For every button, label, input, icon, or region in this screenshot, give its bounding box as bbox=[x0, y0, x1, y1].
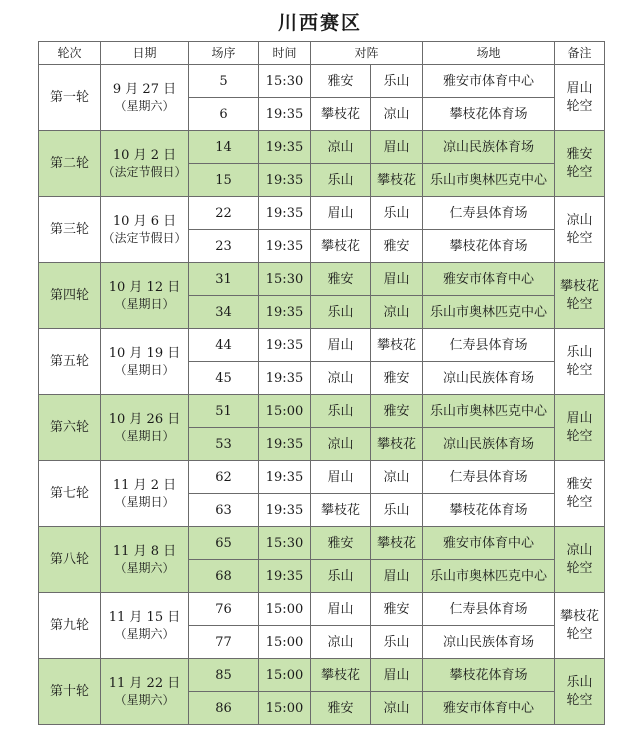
header-time: 时间 bbox=[259, 42, 311, 65]
date-cell bbox=[101, 659, 189, 725]
note-cell bbox=[555, 527, 605, 593]
venue-cell: 乐山市奥林匹克中心 bbox=[423, 296, 555, 329]
venue-cell: 仁寿县体育场 bbox=[423, 197, 555, 230]
venue-cell: 雅安市体育中心 bbox=[423, 692, 555, 725]
bye-label-text: 轮空 bbox=[566, 428, 593, 444]
home-team-cell: 凉山 bbox=[311, 131, 371, 164]
date-text: 9 月 27 日 bbox=[112, 81, 177, 97]
venue-cell: 乐山市奥林匹克中心 bbox=[423, 560, 555, 593]
match-no-cell: 63 bbox=[189, 494, 259, 527]
note-cell bbox=[555, 593, 605, 659]
home-team-cell: 攀枝花 bbox=[311, 98, 371, 131]
away-team-cell: 乐山 bbox=[371, 197, 423, 230]
note-cell bbox=[555, 329, 605, 395]
round-cell: 第九轮 bbox=[39, 593, 101, 659]
venue-cell: 仁寿县体育场 bbox=[423, 593, 555, 626]
weekday-text: （星期日） bbox=[114, 362, 175, 377]
home-team-cell: 凉山 bbox=[311, 626, 371, 659]
home-team-cell: 眉山 bbox=[311, 197, 371, 230]
table-row bbox=[39, 65, 605, 98]
away-team-cell: 乐山 bbox=[371, 65, 423, 98]
home-team-cell: 乐山 bbox=[311, 395, 371, 428]
home-team-cell: 雅安 bbox=[311, 692, 371, 725]
bye-team-text: 攀枝花 bbox=[560, 608, 600, 624]
venue-cell: 攀枝花体育场 bbox=[423, 230, 555, 263]
time-cell: 19:35 bbox=[259, 494, 311, 527]
match-no-cell: 14 bbox=[189, 131, 259, 164]
home-team-cell: 眉山 bbox=[311, 329, 371, 362]
time-cell: 15:00 bbox=[259, 659, 311, 692]
note-cell bbox=[555, 395, 605, 461]
weekday-text: （星期六） bbox=[114, 560, 175, 575]
time-cell: 15:00 bbox=[259, 692, 311, 725]
time-cell: 15:30 bbox=[259, 527, 311, 560]
table-row bbox=[39, 659, 605, 692]
away-team-cell: 雅安 bbox=[371, 593, 423, 626]
home-team-cell: 凉山 bbox=[311, 362, 371, 395]
home-team-cell: 乐山 bbox=[311, 164, 371, 197]
venue-cell: 雅安市体育中心 bbox=[423, 527, 555, 560]
away-team-cell: 凉山 bbox=[371, 98, 423, 131]
venue-cell: 凉山民族体育场 bbox=[423, 131, 555, 164]
bye-label-text: 轮空 bbox=[566, 626, 593, 642]
schedule-table bbox=[38, 41, 605, 725]
home-team-cell: 雅安 bbox=[311, 527, 371, 560]
time-cell: 19:35 bbox=[259, 197, 311, 230]
home-team-cell: 攀枝花 bbox=[311, 494, 371, 527]
bye-team-text: 眉山 bbox=[566, 410, 593, 426]
weekday-text: （星期日） bbox=[114, 494, 175, 509]
time-cell: 15:00 bbox=[259, 593, 311, 626]
time-cell: 19:35 bbox=[259, 98, 311, 131]
venue-cell: 雅安市体育中心 bbox=[423, 65, 555, 98]
header-note: 备注 bbox=[555, 42, 605, 65]
date-text: 11 月 8 日 bbox=[112, 543, 177, 559]
bye-label-text: 轮空 bbox=[566, 692, 593, 708]
date-cell bbox=[101, 263, 189, 329]
note-cell bbox=[555, 131, 605, 197]
match-no-cell: 76 bbox=[189, 593, 259, 626]
away-team-cell: 攀枝花 bbox=[371, 329, 423, 362]
home-team-cell: 雅安 bbox=[311, 263, 371, 296]
time-cell: 19:35 bbox=[259, 428, 311, 461]
round-cell: 第六轮 bbox=[39, 395, 101, 461]
match-no-cell: 23 bbox=[189, 230, 259, 263]
match-no-cell: 68 bbox=[189, 560, 259, 593]
away-team-cell: 雅安 bbox=[371, 230, 423, 263]
match-no-cell: 45 bbox=[189, 362, 259, 395]
date-text: 11 月 22 日 bbox=[108, 675, 181, 691]
bye-label-text: 轮空 bbox=[566, 494, 593, 510]
time-cell: 19:35 bbox=[259, 164, 311, 197]
time-cell: 15:00 bbox=[259, 395, 311, 428]
weekday-text: （星期六） bbox=[114, 692, 175, 707]
match-no-cell: 51 bbox=[189, 395, 259, 428]
date-cell bbox=[101, 329, 189, 395]
weekday-text: （星期日） bbox=[114, 296, 175, 311]
date-cell bbox=[101, 131, 189, 197]
match-no-cell: 6 bbox=[189, 98, 259, 131]
venue-cell: 凉山民族体育场 bbox=[423, 626, 555, 659]
header-match-no: 场序 bbox=[189, 42, 259, 65]
note-cell bbox=[555, 659, 605, 725]
away-team-cell: 眉山 bbox=[371, 659, 423, 692]
away-team-cell: 凉山 bbox=[371, 296, 423, 329]
time-cell: 19:35 bbox=[259, 131, 311, 164]
table-row bbox=[39, 593, 605, 626]
venue-cell: 乐山市奥林匹克中心 bbox=[423, 395, 555, 428]
date-cell bbox=[101, 461, 189, 527]
bye-team-text: 雅安 bbox=[566, 476, 593, 492]
match-no-cell: 65 bbox=[189, 527, 259, 560]
home-team-cell: 攀枝花 bbox=[311, 230, 371, 263]
venue-cell: 雅安市体育中心 bbox=[423, 263, 555, 296]
away-team-cell: 雅安 bbox=[371, 362, 423, 395]
venue-cell: 凉山民族体育场 bbox=[423, 428, 555, 461]
home-team-cell: 乐山 bbox=[311, 296, 371, 329]
venue-cell: 攀枝花体育场 bbox=[423, 98, 555, 131]
bye-team-text: 雅安 bbox=[566, 146, 593, 162]
round-cell: 第二轮 bbox=[39, 131, 101, 197]
bye-team-text: 凉山 bbox=[566, 542, 593, 558]
date-text: 10 月 6 日 bbox=[112, 213, 177, 229]
match-no-cell: 22 bbox=[189, 197, 259, 230]
bye-label-text: 轮空 bbox=[566, 296, 593, 312]
time-cell: 15:30 bbox=[259, 263, 311, 296]
date-cell bbox=[101, 65, 189, 131]
home-team-cell: 眉山 bbox=[311, 461, 371, 494]
bye-label-text: 轮空 bbox=[566, 560, 593, 576]
note-cell bbox=[555, 263, 605, 329]
header-date: 日期 bbox=[101, 42, 189, 65]
time-cell: 19:35 bbox=[259, 230, 311, 263]
home-team-cell: 雅安 bbox=[311, 65, 371, 98]
date-cell bbox=[101, 395, 189, 461]
time-cell: 19:35 bbox=[259, 296, 311, 329]
match-no-cell: 31 bbox=[189, 263, 259, 296]
header-venue: 场地 bbox=[423, 42, 555, 65]
venue-cell: 攀枝花体育场 bbox=[423, 659, 555, 692]
bye-team-text: 眉山 bbox=[566, 80, 593, 96]
away-team-cell: 攀枝花 bbox=[371, 527, 423, 560]
weekday-text: （星期六） bbox=[114, 626, 175, 641]
schedule-body bbox=[39, 65, 605, 725]
match-no-cell: 85 bbox=[189, 659, 259, 692]
match-no-cell: 34 bbox=[189, 296, 259, 329]
away-team-cell: 眉山 bbox=[371, 131, 423, 164]
table-row bbox=[39, 197, 605, 230]
venue-cell: 攀枝花体育场 bbox=[423, 494, 555, 527]
match-no-cell: 62 bbox=[189, 461, 259, 494]
venue-cell: 仁寿县体育场 bbox=[423, 329, 555, 362]
time-cell: 15:00 bbox=[259, 626, 311, 659]
away-team-cell: 攀枝花 bbox=[371, 428, 423, 461]
weekday-text: （法定节假日） bbox=[102, 164, 187, 179]
away-team-cell: 乐山 bbox=[371, 626, 423, 659]
bye-label-text: 轮空 bbox=[566, 98, 593, 114]
bye-team-text: 凉山 bbox=[566, 212, 593, 228]
weekday-text: （法定节假日） bbox=[102, 230, 187, 245]
bye-team-text: 乐山 bbox=[566, 674, 593, 690]
away-team-cell: 凉山 bbox=[371, 461, 423, 494]
round-cell: 第七轮 bbox=[39, 461, 101, 527]
header-matchup: 对阵 bbox=[311, 42, 423, 65]
bye-team-text: 乐山 bbox=[566, 344, 593, 360]
home-team-cell: 眉山 bbox=[311, 593, 371, 626]
table-row bbox=[39, 263, 605, 296]
away-team-cell: 眉山 bbox=[371, 263, 423, 296]
match-no-cell: 53 bbox=[189, 428, 259, 461]
page-title: 川西赛区 bbox=[277, 12, 362, 34]
header-row bbox=[39, 42, 605, 65]
venue-cell: 凉山民族体育场 bbox=[423, 362, 555, 395]
date-cell bbox=[101, 593, 189, 659]
away-team-cell: 乐山 bbox=[371, 494, 423, 527]
time-cell: 19:35 bbox=[259, 560, 311, 593]
match-no-cell: 44 bbox=[189, 329, 259, 362]
bye-team-text: 攀枝花 bbox=[560, 278, 600, 294]
bye-label-text: 轮空 bbox=[566, 362, 593, 378]
round-cell: 第十轮 bbox=[39, 659, 101, 725]
date-text: 10 月 26 日 bbox=[108, 411, 181, 427]
away-team-cell: 眉山 bbox=[371, 560, 423, 593]
away-team-cell: 凉山 bbox=[371, 692, 423, 725]
date-text: 10 月 2 日 bbox=[112, 147, 177, 163]
match-no-cell: 15 bbox=[189, 164, 259, 197]
header-round: 轮次 bbox=[39, 42, 101, 65]
table-row bbox=[39, 527, 605, 560]
table-row bbox=[39, 461, 605, 494]
date-cell bbox=[101, 527, 189, 593]
round-cell: 第八轮 bbox=[39, 527, 101, 593]
bye-label-text: 轮空 bbox=[566, 230, 593, 246]
table-row bbox=[39, 329, 605, 362]
venue-cell: 仁寿县体育场 bbox=[423, 461, 555, 494]
away-team-cell: 雅安 bbox=[371, 395, 423, 428]
home-team-cell: 攀枝花 bbox=[311, 659, 371, 692]
date-cell bbox=[101, 197, 189, 263]
match-no-cell: 77 bbox=[189, 626, 259, 659]
round-cell: 第一轮 bbox=[39, 65, 101, 131]
time-cell: 19:35 bbox=[259, 362, 311, 395]
time-cell: 15:30 bbox=[259, 65, 311, 98]
time-cell: 19:35 bbox=[259, 329, 311, 362]
bye-label-text: 轮空 bbox=[566, 164, 593, 180]
note-cell bbox=[555, 197, 605, 263]
round-cell: 第五轮 bbox=[39, 329, 101, 395]
venue-cell: 乐山市奥林匹克中心 bbox=[423, 164, 555, 197]
date-text: 10 月 19 日 bbox=[108, 345, 181, 361]
table-row bbox=[39, 131, 605, 164]
home-team-cell: 乐山 bbox=[311, 560, 371, 593]
time-cell: 19:35 bbox=[259, 461, 311, 494]
date-text: 11 月 15 日 bbox=[108, 609, 181, 625]
home-team-cell: 凉山 bbox=[311, 428, 371, 461]
away-team-cell: 攀枝花 bbox=[371, 164, 423, 197]
match-no-cell: 5 bbox=[189, 65, 259, 98]
round-cell: 第三轮 bbox=[39, 197, 101, 263]
date-text: 10 月 12 日 bbox=[108, 279, 181, 295]
weekday-text: （星期六） bbox=[114, 98, 175, 113]
match-no-cell: 86 bbox=[189, 692, 259, 725]
note-cell bbox=[555, 65, 605, 131]
round-cell: 第四轮 bbox=[39, 263, 101, 329]
note-cell bbox=[555, 461, 605, 527]
table-row bbox=[39, 395, 605, 428]
weekday-text: （星期日） bbox=[114, 428, 175, 443]
date-text: 11 月 2 日 bbox=[112, 477, 177, 493]
